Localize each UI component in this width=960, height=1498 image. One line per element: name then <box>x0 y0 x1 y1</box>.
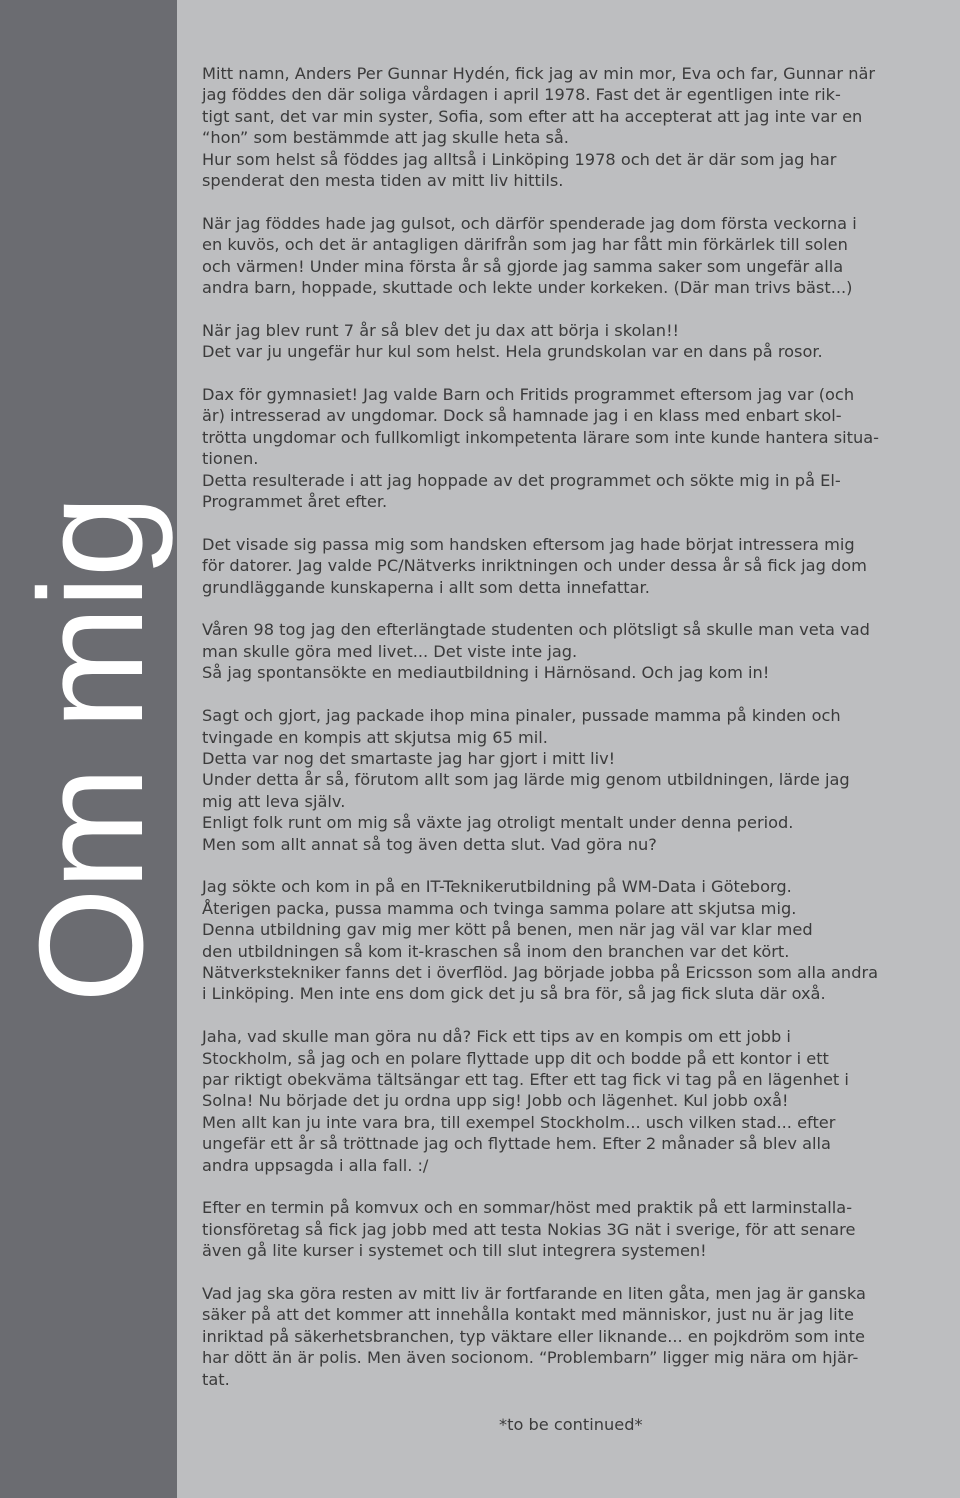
text-line: andra uppsagda i alla fall. :/ <box>202 1155 429 1175</box>
text-line: en kuvös, och det är antagligen därifrån som jag har fått min förkärlek till solen <box>202 235 848 255</box>
text-line: den utbildningen så kom it-kraschen så inom den branchen var det kört. <box>202 941 790 961</box>
text-line: tionen. <box>202 449 259 469</box>
text-line: och värmen! Under mina första år så gjorde jag samma saker som ungefär alla <box>202 256 844 276</box>
text-line: är) intresserad av ungdomar. Dock så hamnade jag i en klass med enbart skol- <box>202 406 842 426</box>
text-line: Sagt och gjort, jag packade ihop mina pinaler, pussade mamma på kinden och <box>202 706 841 726</box>
text-line: Detta var nog det smartaste jag har gjort i mitt liv! <box>202 748 616 768</box>
sidebar <box>0 0 177 1498</box>
text-line: Programmet året efter. <box>202 492 388 512</box>
paragraph <box>202 534 960 598</box>
text-line: Vad jag ska göra resten av mitt liv är fortfarande en liten gåta, men jag är ganska <box>202 1284 866 1303</box>
text-line: Under detta år så, förutom allt som jag lärde mig genom utbildningen, lärde jag <box>202 770 850 790</box>
text-line: Denna utbildning gav mig mer kött på benen, men när jag väl var klar med <box>202 920 813 940</box>
to-be-continued-note: *to be continued* <box>499 1415 643 1434</box>
text-line: tvingade en kompis att skjutsa mig 65 mil. <box>202 727 548 747</box>
paragraph <box>202 320 960 363</box>
text-line: Hur som helst så föddes jag alltså i Linköping 1978 och det är där som jag har <box>202 149 837 169</box>
paragraph <box>202 63 960 191</box>
text-line: trötta ungdomar och fullkomligt inkompetenta lärare som inte kunde hantera situa- <box>202 427 879 447</box>
sidebar-title: Om mig <box>9 497 174 1003</box>
text-line: Dax för gymnasiet! Jag valde Barn och Fritids programmet eftersom jag var (och <box>202 385 855 405</box>
text-line: Detta resulterade i att jag hoppade av det programmet och sökte mig in på El- <box>202 470 841 490</box>
text-line: andra barn, hoppade, skuttade och lekte under korkeken. (Där man trivs bäst...) <box>202 278 853 298</box>
text-line: Det var ju ungefär hur kul som helst. Hela grundskolan var en dans på rosor. <box>202 342 823 362</box>
text-line: säker på att det kommer att innehålla kontakt med människor, just nu är jag lite <box>202 1305 854 1325</box>
text-line: Så jag spontansökte en mediautbildning i Härnösand. Och jag kom in! <box>202 663 770 683</box>
text-line: mig att leva själv. <box>202 791 346 811</box>
paragraph <box>202 213 960 299</box>
text-line: tionsföretag så fick jag jobb med att testa Nokias 3G nät i sverige, för att senare <box>202 1219 856 1239</box>
paragraph <box>202 619 960 683</box>
paragraph <box>202 384 960 512</box>
text-line: Men allt kan ju inte vara bra, till exempel Stockholm... usch vilken stad... efter <box>202 1112 836 1132</box>
text-line: jag föddes den där soliga vårdagen i april 1978. Fast det är egentligen inte rik- <box>202 85 841 105</box>
text-line: Jaha, vad skulle man göra nu då? Fick ett tips av en kompis om ett jobb i <box>202 1027 791 1047</box>
text-line: Jag sökte och kom in på en IT-Teknikerutbildning på WM-Data i Göteborg. <box>202 877 792 897</box>
text-line: Stockholm, så jag och en polare flyttade upp dit och bodde på ett kontor i ett <box>202 1048 829 1068</box>
text-line: spenderat den mesta tiden av mitt liv hittils. <box>202 171 564 191</box>
text-line: Det visade sig passa mig som handsken eftersom jag hade börjat intressera mig <box>202 534 855 554</box>
text-line: När jag blev runt 7 år så blev det ju dax att börja i skolan!! <box>202 320 680 340</box>
text-line: även gå lite kurser i systemet och till slut integrera systemen! <box>202 1241 707 1261</box>
text-line: Återigen packa, pussa mamma och tvinga samma polare att skjutsa mig. <box>202 898 797 918</box>
paragraph <box>202 876 960 1004</box>
text-line: grundläggande kunskaperna i allt som detta innefattar. <box>202 577 650 597</box>
text-line: Mitt namn, Anders Per Gunnar Hydén, fick jag av min mor, Eva och far, Gunnar när <box>202 64 876 83</box>
text-line: ungefär ett år så tröttnade jag och flyttade hem. Efter 2 månader så blev alla <box>202 1134 831 1154</box>
text-line: Nätverkstekniker fanns det i överflöd. Jag började jobba på Ericsson som alla andra <box>202 962 879 982</box>
text-line: tigt sant, det var min syster, Sofia, som efter att ha accepterat att jag inte var en <box>202 106 863 126</box>
paragraph <box>202 1197 960 1261</box>
text-line: Våren 98 tog jag den efterlängtade studenten och plötsligt så skulle man veta vad <box>202 620 870 640</box>
text-line: för datorer. Jag valde PC/Nätverks inriktningen och under dessa år så fick jag dom <box>202 556 867 576</box>
text-line: Efter en termin på komvux och en sommar/höst med praktik på ett larminstalla- <box>202 1198 853 1218</box>
text-line: Enligt folk runt om mig så växte jag otroligt mentalt under denna period. <box>202 813 794 833</box>
paragraph <box>202 705 960 855</box>
text-line: Men som allt annat så tog även detta slut. Vad göra nu? <box>202 834 657 854</box>
paragraph <box>202 1026 960 1176</box>
text-line: par riktigt obekväma tältsängar ett tag. Efter ett tag fick vi tag på en lägenhet i <box>202 1069 849 1089</box>
text-line: man skulle göra med livet... Det viste inte jag. <box>202 641 578 661</box>
biography-text <box>202 63 960 1411</box>
text-line: Solna! Nu började det ju ordna upp sig! Jobb och lägenhet. Kul jobb oxå! <box>202 1091 789 1111</box>
text-line: har dött än är polis. Men även socionom. “Problembarn” ligger mig nära om hjär- <box>202 1348 859 1368</box>
paragraph <box>202 1283 960 1390</box>
text-line: inriktad på säkerhetsbranchen, typ väktare eller liknande... en pojkdröm som inte <box>202 1326 865 1346</box>
text-line: När jag föddes hade jag gulsot, och därför spenderade jag dom första veckorna i <box>202 213 857 233</box>
text-line: “hon” som bestämmde att jag skulle heta så. <box>202 128 569 148</box>
text-line: tat. <box>202 1369 230 1389</box>
text-line: i Linköping. Men inte ens dom gick det ju så bra för, så jag fick sluta där oxå. <box>202 984 826 1004</box>
